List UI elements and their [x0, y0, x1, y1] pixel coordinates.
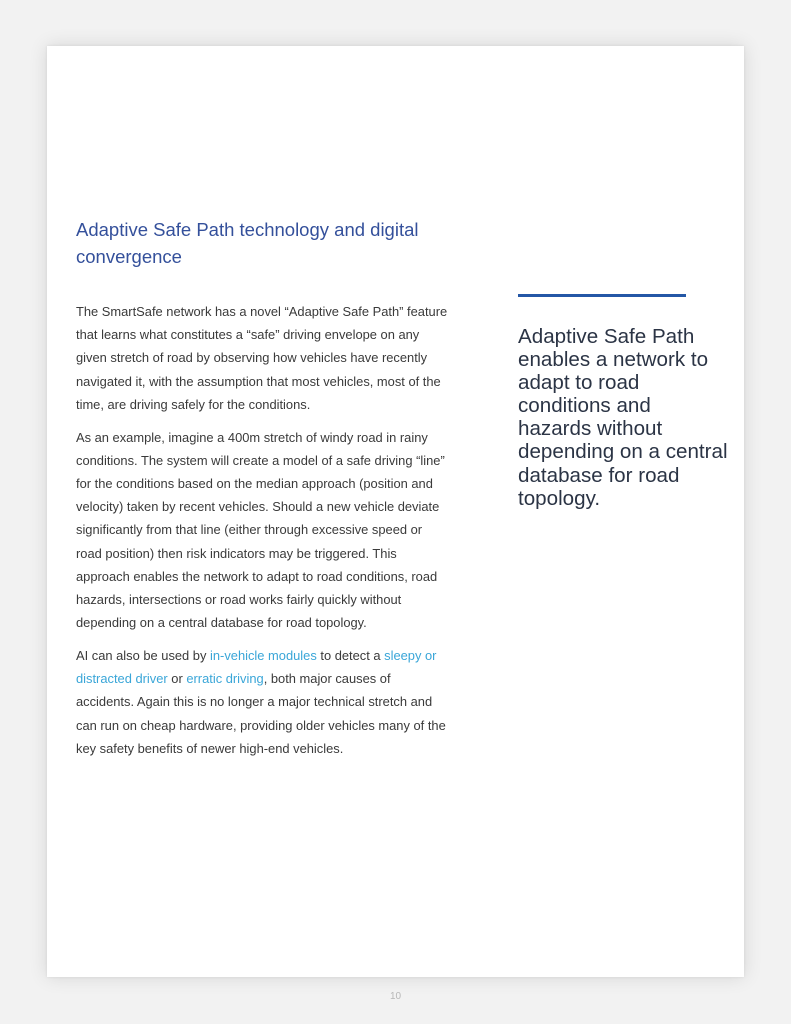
paragraph-1: The SmartSafe network has a novel “Adaptive Safe Path” feature that learns what constitutes a “safe” driving envelope on any given stretch of road by observing how vehicles have recently navigated it, with the assumption that most vehicles, most of the time, are driving safely for the conditions.	[76, 304, 448, 412]
document-page	[47, 46, 744, 977]
body-text	[76, 300, 448, 770]
paragraph-2: As an example, imagine a 400m stretch of windy road in rainy conditions. The system will create a model of a safe driving “line” for the conditions based on the median approach (position and velocity) taken by recent vehicles. Should a new vehicle deviate significantly from that line (either through excessive speed or road position) then risk indicators may be triggered. This approach enables the network to adapt to road conditions, road hazards, intersections or road works fairly quickly without depending on a central database for road topology.	[76, 429, 445, 631]
sleepy-driver-link[interactable]: sleepy or distracted driver	[76, 648, 437, 687]
paragraph-3-text-1: AI can also be used by	[76, 648, 211, 664]
paragraph-3	[76, 644, 448, 760]
in-vehicle-modules-link[interactable]: in-vehicle modules	[210, 648, 317, 664]
section-heading: Adaptive Safe Path technology and digital convergence	[76, 219, 419, 267]
paragraph-3-text-2: to detect a	[316, 648, 385, 664]
paragraph-3-text-3: or	[167, 671, 187, 687]
pull-quote-divider	[518, 294, 686, 297]
paragraph-3-text-4: , both major causes of accidents. Again this is no longer a major technical stretch and can run on cheap hardware, providing older vehicles many of the key safety benefits of newer high-end vehicles.	[76, 671, 446, 756]
page-number: 10	[389, 991, 402, 1002]
pull-quote: Adaptive Safe Path enables a network to adapt to road conditions and hazards without depending on a central database for road topology.	[518, 325, 728, 510]
erratic-driving-link[interactable]: erratic driving	[186, 671, 264, 687]
